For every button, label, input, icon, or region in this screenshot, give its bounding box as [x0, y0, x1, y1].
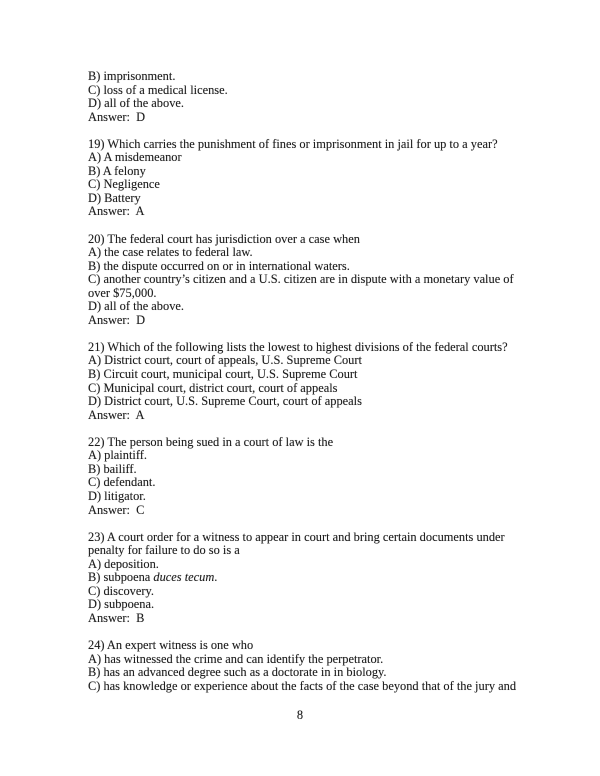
text-line: over $75,000.	[88, 285, 157, 300]
text-line: Answer: B	[88, 610, 145, 625]
text-line: C) discovery.	[88, 583, 154, 598]
text-line: A) has witnessed the crime and can identify the perpetrator.	[88, 651, 384, 666]
text-line: D) Battery	[88, 190, 141, 205]
question-block	[88, 233, 528, 328]
question-block	[88, 639, 528, 693]
text-line: B) A felony	[88, 163, 146, 178]
text-line: D) District court, U.S. Supreme Court, court of appeals	[88, 394, 362, 409]
text-segment: B) subpoena	[88, 570, 154, 585]
text-line	[88, 571, 528, 585]
text-line: Answer: D	[88, 109, 146, 124]
text-line: D) all of the above.	[88, 299, 184, 314]
text-line: A) District court, court of appeals, U.S. Supreme Court	[88, 353, 362, 368]
text-line: A) deposition.	[88, 556, 159, 571]
text-line: 23) A court order for a witness to appear in court and bring certain documents under	[88, 529, 505, 544]
text-segment: .	[214, 570, 218, 585]
text-line: 22) The person being sued in a court of law is the	[88, 434, 334, 449]
text-line: A) A misdemeanor	[88, 150, 182, 165]
text-line: C) Negligence	[88, 177, 160, 192]
text-line: C) Municipal court, district court, court of appeals	[88, 380, 338, 395]
text-line: B) the dispute occurred on or in international waters.	[88, 258, 350, 273]
text-line: Answer: A	[88, 204, 145, 219]
question-block	[88, 531, 528, 626]
page-content	[88, 70, 528, 693]
question-block	[88, 341, 528, 422]
text-line: D) subpoena.	[88, 597, 155, 612]
text-line: D) litigator.	[88, 488, 146, 503]
latin-term-italic: duces tecum	[153, 570, 215, 585]
page-number: 8	[296, 708, 304, 722]
text-line: C) loss of a medical license.	[88, 82, 228, 97]
text-line: C) defendant.	[88, 475, 156, 490]
text-line: 20) The federal court has jurisdiction over a case when	[88, 231, 360, 246]
text-line: Answer: D	[88, 312, 146, 327]
text-line: C) another country’s citizen and a U.S. citizen are in dispute with a monetary value of	[88, 272, 514, 287]
text-line: B) imprisonment.	[88, 69, 176, 83]
text-line: 19) Which carries the punishment of fines or imprisonment in jail for up to a year?	[88, 136, 498, 151]
text-line: 21) Which of the following lists the lowest to highest divisions of the federal courts?	[88, 339, 508, 354]
text-line: A) plaintiff.	[88, 448, 147, 463]
text-line: B) Circuit court, municipal court, U.S. Supreme Court	[88, 367, 358, 382]
text-line: B) has an advanced degree such as a doctorate in in biology.	[88, 665, 387, 680]
text-line: A) the case relates to federal law.	[88, 245, 253, 260]
question-block	[88, 138, 528, 219]
text-line: Answer: C	[88, 502, 145, 517]
text-line: B) bailiff.	[88, 461, 137, 476]
text-line: D) all of the above.	[88, 96, 184, 111]
question-block	[88, 436, 528, 517]
text-line: penalty for failure to do so is a	[88, 543, 240, 558]
text-line: Answer: A	[88, 407, 145, 422]
text-line: 24) An expert witness is one who	[88, 637, 254, 652]
text-line: C) has knowledge or experience about the facts of the case beyond that of the jury and	[88, 678, 517, 693]
question-block	[88, 70, 528, 124]
